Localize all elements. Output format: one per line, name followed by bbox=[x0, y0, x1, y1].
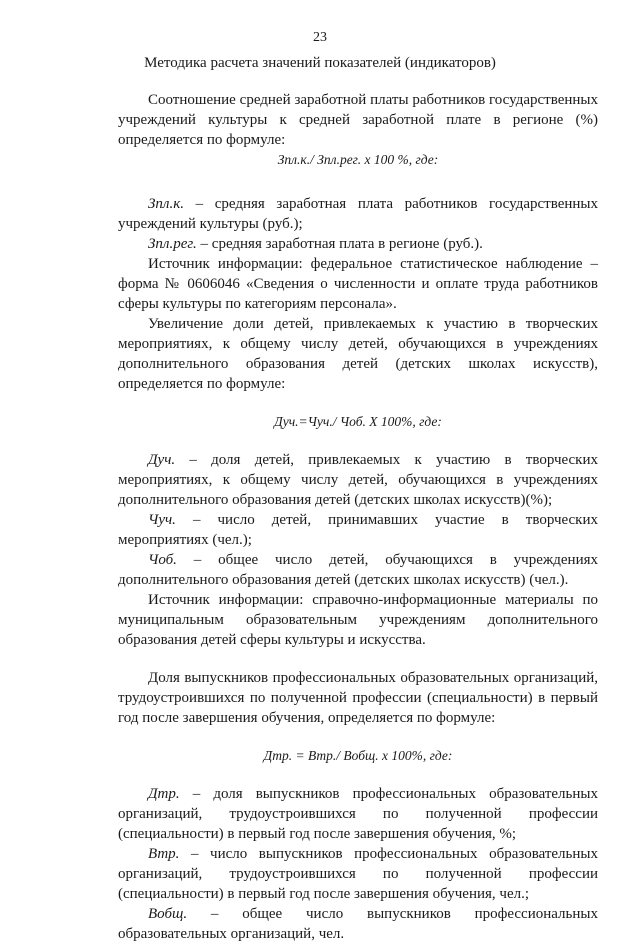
definition-symbol: Чоб. bbox=[148, 552, 177, 568]
section3-definition-1 bbox=[118, 784, 598, 844]
definition-symbol: Зпл.рег. bbox=[148, 236, 197, 252]
spacer bbox=[118, 728, 598, 746]
definition-text: – средняя заработная плата работников государственных учреждений культуры (руб.); bbox=[118, 196, 598, 232]
section2-definition-3 bbox=[118, 550, 598, 590]
section2-intro: Увеличение доли детей, привлекаемых к участию в творческих мероприятиях, к общему числу детей, обучающихся в учреждениях дополнительного образования детей (детских школах искусств), определяется по формуле: bbox=[118, 316, 598, 392]
spacer bbox=[118, 394, 598, 412]
section3-definition-3 bbox=[118, 904, 598, 944]
definition-text: – общее число детей, обучающихся в учреждениях дополнительного образования детей (детских школах искусств) (чел.). bbox=[118, 552, 598, 588]
section1-formula: Зпл.к./ Зпл.рег. х 100 %, где: bbox=[277, 152, 439, 167]
section1-definition-2 bbox=[118, 234, 598, 254]
section1-intro: Соотношение средней заработной платы работников государственных учреждений культуры к средней заработной плате в регионе (%) определяется по формуле: bbox=[118, 92, 598, 148]
document-body bbox=[118, 90, 598, 944]
section1-source: Источник информации: федеральное статистическое наблюдение – форма № 0606046 «Сведения о численности и оплате труда работников сферы культуры по категориям персонала». bbox=[118, 256, 598, 312]
spacer bbox=[118, 650, 598, 668]
definition-text: – доля выпускников профессиональных образовательных организаций, трудоустроившихся по полученной профессии (специальности) в первый год после завершения обучения, %; bbox=[118, 786, 598, 842]
section1-definition-1 bbox=[118, 194, 598, 234]
definition-symbol: Чуч. bbox=[148, 512, 176, 528]
definition-text: – доля детей, привлекаемых к участию в творческих мероприятиях, к общему числу детей, обучающихся в учреждениях дополнительного образования детей (детских школах искусств)(%); bbox=[118, 452, 598, 508]
section3-formula: Дтр. = Втр./ Вобщ. х 100%, где: bbox=[263, 748, 453, 763]
section3-intro: Доля выпускников профессиональных образовательных организаций, трудоустроившихся по полученной профессии (специальности) в первый год после завершения обучения, определяется по формуле: bbox=[118, 670, 598, 726]
page-title: Методика расчета значений показателей (индикаторов) bbox=[144, 55, 496, 71]
definition-symbol: Дуч. bbox=[148, 452, 176, 468]
section2-formula: Дуч.=Чуч./ Чоб. Х 100%, где: bbox=[274, 414, 442, 429]
definition-symbol: Втр. bbox=[148, 846, 180, 862]
definition-text: – средняя заработная плата в регионе (руб.). bbox=[196, 236, 483, 252]
spacer bbox=[118, 766, 598, 784]
section3-definition-2 bbox=[118, 844, 598, 904]
section2-source: Источник информации: справочно-информационные материалы по муниципальным образовательным учреждениям дополнительного образования детей сферы культуры и искусства. bbox=[118, 592, 598, 648]
definition-text: – число детей, принимавших участие в творческих мероприятиях (чел.); bbox=[118, 512, 598, 548]
definition-symbol: Дтр. bbox=[148, 786, 180, 802]
definition-text: – число выпускников профессиональных образовательных организаций, трудоустроившихся по полученной профессии (специальности) в первый год после завершения обучения, чел.; bbox=[118, 846, 598, 902]
definition-symbol: Вобщ. bbox=[148, 906, 188, 922]
section2-definition-2 bbox=[118, 510, 598, 550]
page-number: 23 bbox=[313, 30, 327, 45]
spacer bbox=[118, 170, 598, 194]
definition-symbol: Зпл.к. bbox=[148, 196, 184, 212]
definition-text: – общее число выпускников профессиональных образовательных организаций, чел. bbox=[118, 906, 598, 942]
section2-definition-1 bbox=[118, 450, 598, 510]
spacer bbox=[118, 432, 598, 450]
